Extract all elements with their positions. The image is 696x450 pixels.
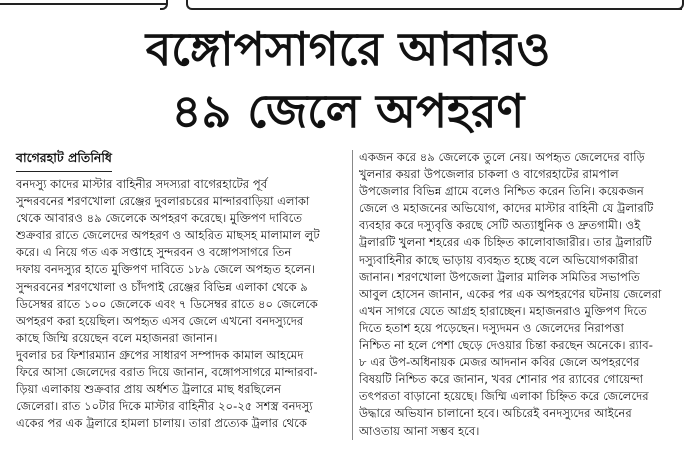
article-text-line: একজন করে ৪৯ জেলেকে তুলে নেয়। অপহৃত জেলেদের বাড়ি xyxy=(359,150,645,164)
article-column-right xyxy=(359,149,683,440)
article-text-line: দফায় বনদস্যুর হাতে মুক্তিপণ দাবিতে ১৮৯ জেলে অপহৃত হলেন। xyxy=(16,262,316,277)
article-text-line: নিশ্চিত না হলে পেশা ছেড়ে দেওয়ার চিন্তা করছেন অনেকে। র‍্যাব- xyxy=(359,338,653,353)
article-text-line: ৮ এর উপ-অধিনায়ক মেজর আদনান কবির জেলে অপহরণের xyxy=(359,355,640,370)
article-text-line: দুবলার চর ফিশারম্যান গ্রুপের সাধারণ সম্পাদক কামাল আহমেদ xyxy=(16,347,304,362)
rule-corner-far xyxy=(676,0,684,10)
article-text-line: অপহরণ করা হয়েছিল। অপহৃত এসব জেলে এখনো বনদস্যুদের xyxy=(16,313,304,328)
headline-line-1: বঙ্গোপসাগরে আবারও xyxy=(145,22,551,76)
article-text-line: খুলনার কয়রা উপজেলার চাকলা ও বাগেরহাটের রামপাল xyxy=(359,167,619,182)
article-text-line: ব্যবহার করে দস্যুবৃত্তি করছে সেটি অত্যাধুনিক ও দ্রুতগামী। ওই xyxy=(359,218,641,233)
top-decorative-rule xyxy=(0,0,696,14)
article-text-line: তৎপরতা বাড়ানো হয়েছে। জিম্মি এলাকা চিহ্নিত করে জেলেদের xyxy=(359,389,649,404)
article-text-line: দিতে হতাশ হয়ে পড়েছেন। দস্যুদমন ও জেলেদের নিরাপত্তা xyxy=(359,320,624,335)
article-text-line: একের পর এক ট্রলারে হামলা চালায়। তারা প্রত্যেক ট্রলার থেকে xyxy=(16,416,307,431)
article-text-line: সুন্দরবনের শরণখোলা ও চাঁদপাই রেঞ্জের বিভিন্ন এলাকা থেকে ৯ xyxy=(16,279,308,294)
headline-line-2: ৪৯ জেলে অপহরণ xyxy=(171,84,525,138)
article-text-line: ডিসেম্বর রাতে ১০০ জেলেকে এবং ৭ ডিসেম্বর রাতে ৪০ জেলেকে xyxy=(16,296,318,311)
article-text-line: জেলেরা। রাত ১০টার দিকে মাস্টার বাহিনীর ২০-২৫ সশস্ত্র বনদস্যু xyxy=(16,399,313,414)
rule-corner-left xyxy=(160,0,168,10)
article-text-line: এখন সাগরে যেতে আগ্রহ হারাচ্ছেন। মহাজনরাও মুক্তিপণ দিতে xyxy=(359,303,647,318)
article-text-line: সুন্দরবনের শরণখোলা রেঞ্জের দুবলারচরের মান্দারবাড়িয়া এলাকা xyxy=(16,194,310,209)
article-headline xyxy=(40,18,656,142)
article-text-line: জেলে ও মহাজনের অভিযোগ, কাদের মাস্টার বাহিনী যে ট্রলারটি xyxy=(359,201,654,216)
article-text-line: উপজেলার বিভিন্ন গ্রামে বলেও নিশ্চিত করেন তিনি। কয়েকজন xyxy=(359,184,644,199)
article-text-line: শুক্রবার রাতে জেলেদের অপহরণ ও আহরিত মাছসহ মালামাল লুট xyxy=(16,228,320,243)
article-text-line: কাছে জিম্মি রয়েছেন বলে মহাজনরা জানান। xyxy=(16,330,218,345)
rule-segment-right xyxy=(192,8,682,10)
article-text-line: ফিরে আসা জেলেদের বরাত দিয়ে জানান, বঙ্গোপসাগরে মান্দারবা- xyxy=(16,365,318,380)
article-text-line: দস্যুবাহিনীর কাছে ভাড়ায় ব্যবহৃত হচ্ছে বলে অভিযোগকারীরা xyxy=(359,252,638,267)
byline: বাগেরহাট প্রতিনিধি xyxy=(16,150,112,172)
article-text-line: ট্রলারটি খুলনা শহরের এক চিহ্নিত কালোবাজারীর। তার ট্রলারটি xyxy=(359,235,652,250)
article-text-line: জানান। শরণখোলা উপজেলা ট্রলার মালিক সমিতির সভাপতি xyxy=(359,269,640,284)
article-text-line: আওতায় আনা সম্ভব হবে। xyxy=(359,423,480,438)
article-text-line: ড়িয়া এলাকায় শুক্রবার প্রায় অর্ধশত ট্রলারে মাছ ধরছিলেন xyxy=(16,382,282,397)
article-text-line: উদ্ধারে অভিযান চালানো হবে। অচিরেই বনদস্যুদের আইনের xyxy=(359,406,632,421)
article-text-line: থেকে আবারও ৪৯ জেলেকে অপহরণ করেছে। মুক্তিপণ দাবিতে xyxy=(16,211,303,226)
article-text-line: করে। এ নিয়ে গত এক সপ্তাহে সুন্দরবন ও বঙ্গোপসাগরে তিন xyxy=(16,245,292,260)
column-divider xyxy=(352,150,353,440)
article-column-left xyxy=(16,176,348,432)
article-text-line: বিষয়টি নিশ্চিত করে জানান, খবর শোনার পর র‍্যাবের গোয়েন্দা xyxy=(359,372,644,387)
article-text-line: বনদস্যু কাদের মাস্টার বাহিনীর সদস্যরা বাগেরহাটের পূর্ব xyxy=(16,177,268,191)
rule-segment-left xyxy=(0,3,166,5)
article-text-line: আবুল হোসেন জানান, একের পর এক অপহরণের ঘটনায় জেলেরা xyxy=(359,286,662,301)
